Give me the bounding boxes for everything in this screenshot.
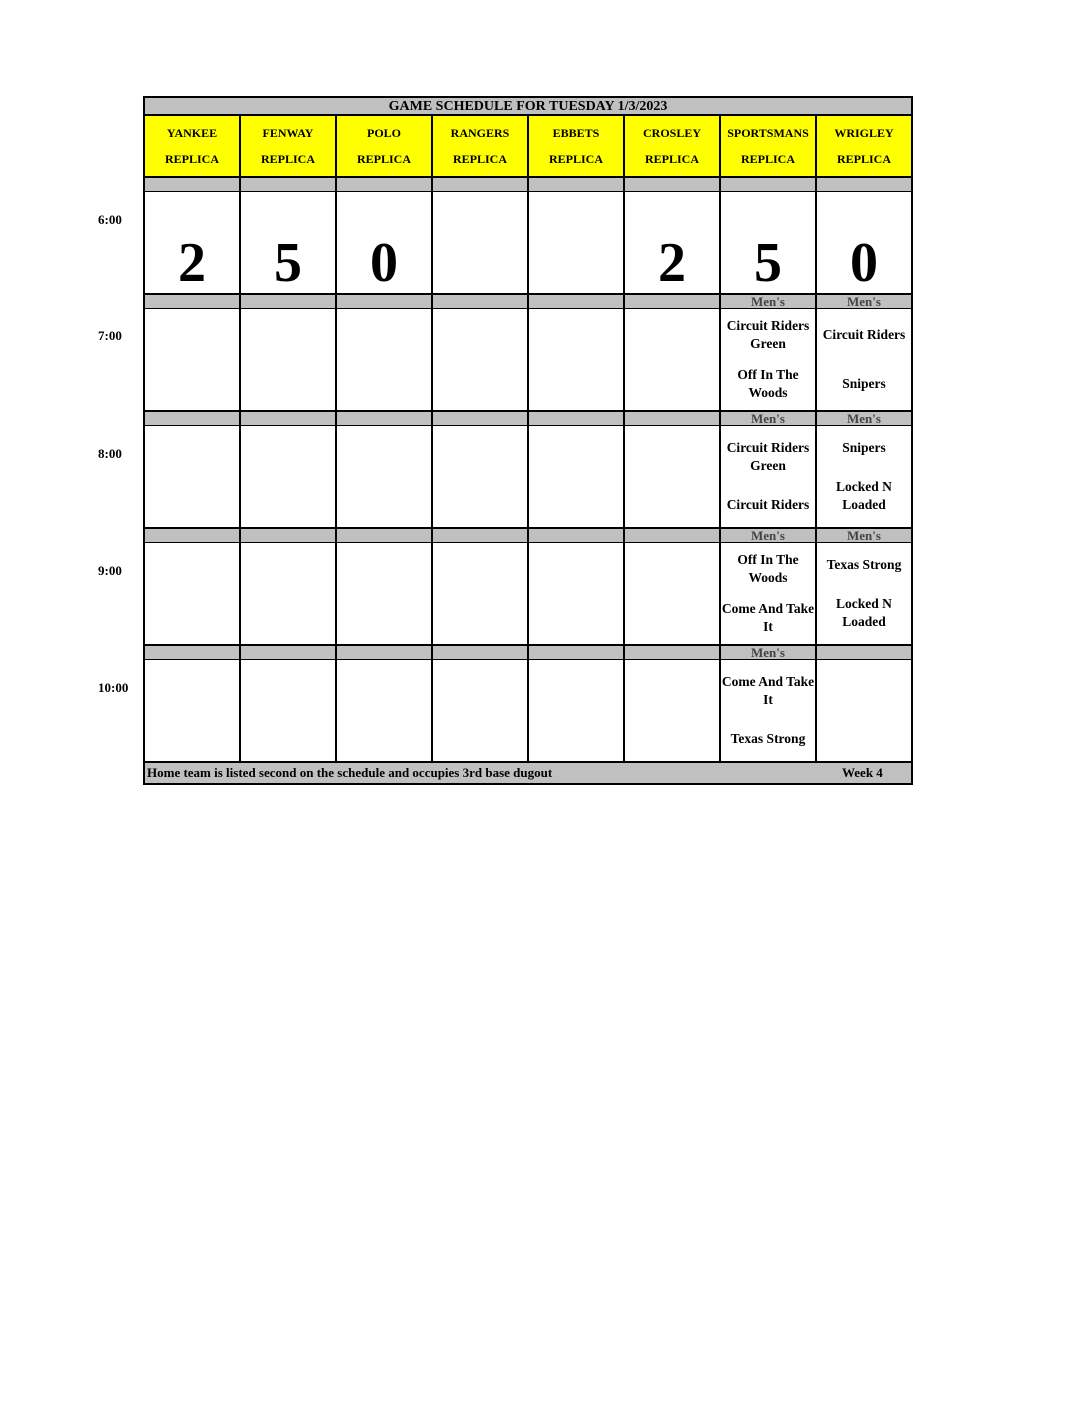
field-header-wrigley xyxy=(815,116,913,178)
division-cell xyxy=(239,412,335,426)
schedule-cell xyxy=(623,426,719,529)
separator-cell xyxy=(527,178,623,192)
team-name: Circuit Riders Green xyxy=(726,318,810,352)
schedule-cell xyxy=(623,309,719,412)
schedule-cell xyxy=(719,426,815,529)
schedule-cell xyxy=(527,192,623,295)
division-cell xyxy=(623,529,719,543)
division-cell xyxy=(623,295,719,309)
schedule-cell xyxy=(431,309,527,412)
division-cell xyxy=(527,295,623,309)
schedule-cell xyxy=(527,309,623,412)
schedule-cell xyxy=(815,660,913,763)
time-slot-row xyxy=(143,426,913,529)
schedule-cell xyxy=(335,543,431,646)
field-header-ebbets xyxy=(527,116,623,178)
schedule-cell xyxy=(335,192,431,295)
division-cell xyxy=(719,646,815,660)
division-cell xyxy=(239,646,335,660)
time-slot-row xyxy=(143,543,913,646)
field-sub: REPLICA xyxy=(836,151,891,166)
schedule-cell xyxy=(239,426,335,529)
team-name: Texas Strong xyxy=(730,731,806,747)
schedule-cell xyxy=(143,309,239,412)
team-name: Locked N Loaded xyxy=(836,596,892,630)
division-cell xyxy=(239,295,335,309)
field-name: CROSLEY xyxy=(642,125,701,140)
schedule-cell xyxy=(335,426,431,529)
field-sub: REPLICA xyxy=(356,151,411,166)
division-cell xyxy=(431,529,527,543)
team-name: Off In The Woods xyxy=(737,366,799,400)
schedule-cell xyxy=(527,543,623,646)
field-header-row xyxy=(143,116,913,178)
big-digit: 2 xyxy=(658,232,686,294)
schedule-cell xyxy=(623,192,719,295)
schedule-cell xyxy=(335,660,431,763)
schedule-cell xyxy=(239,660,335,763)
division-row xyxy=(143,529,913,543)
field-name: EBBETS xyxy=(552,125,600,140)
schedule-cell xyxy=(719,192,815,295)
schedule-cell xyxy=(527,660,623,763)
division-label: Men's xyxy=(751,294,785,309)
schedule-cell xyxy=(335,309,431,412)
big-digit: 5 xyxy=(754,232,782,294)
schedule-cell xyxy=(143,543,239,646)
field-sub: REPLICA xyxy=(452,151,507,166)
team-name: Locked N Loaded xyxy=(836,479,892,513)
division-cell xyxy=(815,646,913,660)
division-cell xyxy=(335,295,431,309)
schedule-cell xyxy=(623,543,719,646)
division-cell xyxy=(335,529,431,543)
division-label: Men's xyxy=(751,645,785,660)
division-row xyxy=(143,646,913,660)
big-digit: 0 xyxy=(370,232,398,294)
schedule-cell xyxy=(815,543,913,646)
schedule-cell xyxy=(815,192,913,295)
field-name: WRIGLEY xyxy=(834,125,894,140)
field-header-crosley xyxy=(623,116,719,178)
division-label: Men's xyxy=(751,528,785,543)
separator-cell xyxy=(431,178,527,192)
time-label: 6:00 xyxy=(98,212,122,227)
schedule-cell xyxy=(143,426,239,529)
field-header-sportsmans xyxy=(719,116,815,178)
team-name: Circuit Riders Green xyxy=(726,439,810,473)
division-cell xyxy=(335,412,431,426)
team-name: Off In The Woods xyxy=(737,552,799,586)
division-cell xyxy=(815,295,913,309)
separator-cell xyxy=(815,178,913,192)
team-name: Snipers xyxy=(842,375,886,391)
field-sub: REPLICA xyxy=(644,151,699,166)
field-name: YANKEE xyxy=(166,125,218,140)
schedule-cell xyxy=(239,192,335,295)
separator-cell xyxy=(335,178,431,192)
big-digit: 2 xyxy=(178,232,206,294)
big-digit: 0 xyxy=(850,232,878,294)
time-slot-row xyxy=(143,309,913,412)
field-name: POLO xyxy=(366,125,401,140)
division-cell xyxy=(527,412,623,426)
separator-cell xyxy=(623,178,719,192)
field-header-rangers xyxy=(431,116,527,178)
division-cell xyxy=(815,529,913,543)
schedule-footer xyxy=(143,763,913,785)
big-digit: 5 xyxy=(274,232,302,294)
schedule-cell xyxy=(143,192,239,295)
division-cell xyxy=(431,412,527,426)
division-cell xyxy=(623,412,719,426)
team-name: Come And Take It xyxy=(721,673,815,707)
separator-row xyxy=(143,178,913,192)
division-cell xyxy=(719,295,815,309)
division-cell xyxy=(431,646,527,660)
division-cell xyxy=(815,412,913,426)
division-label: Men's xyxy=(751,411,785,426)
field-header-fenway xyxy=(239,116,335,178)
division-row xyxy=(143,295,913,309)
time-label: 9:00 xyxy=(98,563,122,578)
schedule-cell xyxy=(623,660,719,763)
schedule-cell xyxy=(431,426,527,529)
schedule-cell xyxy=(815,426,913,529)
schedule-cell xyxy=(143,660,239,763)
schedule-cell xyxy=(719,660,815,763)
separator-cell xyxy=(239,178,335,192)
field-header-polo xyxy=(335,116,431,178)
division-cell xyxy=(719,529,815,543)
team-name: Come And Take It xyxy=(721,600,815,634)
team-name: Snipers xyxy=(842,439,886,455)
team-name: Circuit Riders xyxy=(822,327,906,343)
division-cell xyxy=(143,646,239,660)
schedule-cell xyxy=(431,192,527,295)
schedule-cell xyxy=(431,543,527,646)
schedule-cell xyxy=(815,309,913,412)
division-cell xyxy=(143,412,239,426)
separator-cell xyxy=(719,178,815,192)
division-cell xyxy=(719,412,815,426)
separator-cell xyxy=(143,178,239,192)
field-name: FENWAY xyxy=(262,125,314,140)
schedule-cell xyxy=(719,543,815,646)
time-label: 8:00 xyxy=(98,446,122,461)
division-cell xyxy=(239,529,335,543)
division-label: Men's xyxy=(847,294,881,309)
division-cell xyxy=(431,295,527,309)
schedule-cell xyxy=(527,426,623,529)
schedule-title: GAME SCHEDULE FOR TUESDAY 1/3/2023 xyxy=(143,96,913,116)
schedule-cell xyxy=(239,543,335,646)
division-label: Men's xyxy=(847,411,881,426)
team-name: Texas Strong xyxy=(826,556,902,572)
division-cell xyxy=(143,529,239,543)
field-name: RANGERS xyxy=(450,125,510,140)
time-label: 10:00 xyxy=(98,680,129,695)
division-cell xyxy=(623,646,719,660)
time-label: 7:00 xyxy=(98,328,122,343)
footer-note: Home team is listed second on the schedule and occupies 3rd base dugout xyxy=(147,765,553,780)
division-row xyxy=(143,412,913,426)
time-slot-row xyxy=(143,660,913,763)
time-slot-row xyxy=(143,192,913,295)
field-header-yankee xyxy=(143,116,239,178)
division-cell xyxy=(143,295,239,309)
field-name: SPORTSMANS xyxy=(727,125,809,140)
field-sub: REPLICA xyxy=(740,151,795,166)
schedule-cell xyxy=(431,660,527,763)
division-cell xyxy=(527,529,623,543)
field-sub: REPLICA xyxy=(548,151,603,166)
division-label: Men's xyxy=(847,528,881,543)
field-sub: REPLICA xyxy=(260,151,315,166)
team-name: Circuit Riders xyxy=(726,497,810,513)
division-cell xyxy=(335,646,431,660)
schedule-table xyxy=(143,96,913,785)
schedule-cell xyxy=(719,309,815,412)
division-cell xyxy=(527,646,623,660)
schedule-cell xyxy=(239,309,335,412)
field-sub: REPLICA xyxy=(164,151,219,166)
week-label: Week 4 xyxy=(842,765,883,780)
